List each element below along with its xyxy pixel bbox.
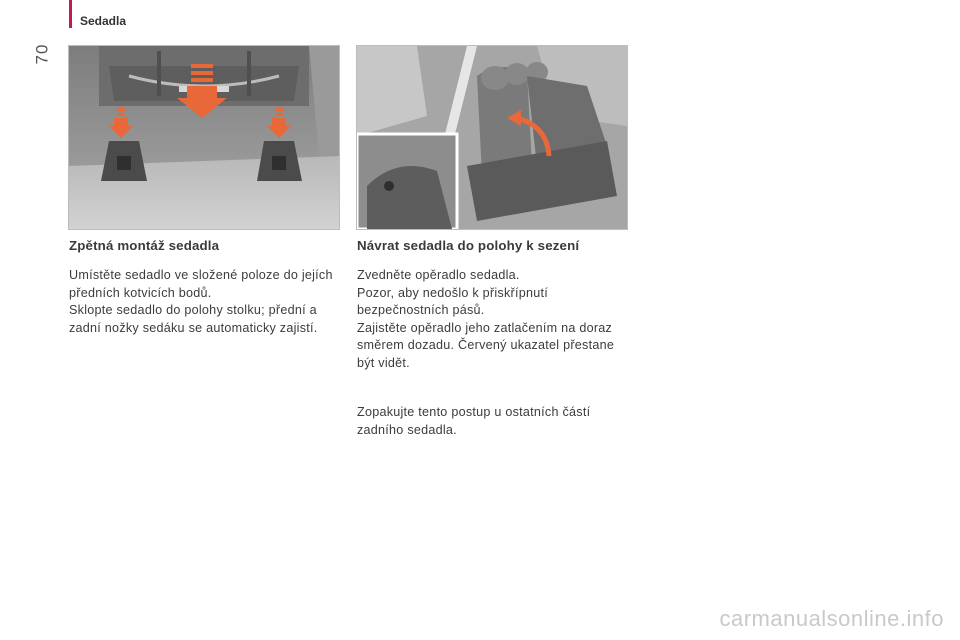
section-title: Sedadla bbox=[80, 14, 127, 28]
seat-anchor-drawing bbox=[69, 46, 339, 229]
reinstall-paragraph-1: Umístěte sedadlo ve složené poloze do jejích předních kotvicích bodů. bbox=[69, 268, 333, 300]
seat-anchor-illustration bbox=[68, 45, 340, 230]
seat-backrest-illustration bbox=[356, 45, 628, 230]
repeat-paragraph: Zopakujte tento postup u ostatních částí zadního sedadla. bbox=[357, 405, 591, 437]
repeat-procedure-text bbox=[357, 404, 632, 439]
seating-paragraph-3: Zajistěte opěradlo jeho zatlačením na doraz směrem dozadu. Červený ukazatel přestane být vidět. bbox=[357, 320, 615, 370]
seating-position-text bbox=[357, 267, 632, 373]
seating-paragraph-1: Zvedněte opěradlo sedadla. bbox=[357, 268, 520, 282]
page-number: 70 bbox=[32, 43, 52, 65]
reinstall-seat-text bbox=[69, 267, 344, 337]
section-accent-bar bbox=[69, 0, 72, 28]
reinstall-paragraph-2: Sklopte sedadlo do polohy stolku; přední a zadní nožky sedáku se automaticky zajistí. bbox=[69, 303, 318, 335]
watermark: carmanualsonline.info bbox=[719, 606, 944, 631]
seating-paragraph-2: Pozor, aby nedošlo k přiskřípnutí bezpečnostních pásů. bbox=[357, 285, 548, 318]
reinstall-seat-heading: Zpětná montáž sedadla bbox=[69, 238, 220, 253]
seating-position-heading: Návrat sedadla do polohy k sezení bbox=[357, 238, 580, 253]
seat-backrest-drawing bbox=[357, 46, 627, 229]
